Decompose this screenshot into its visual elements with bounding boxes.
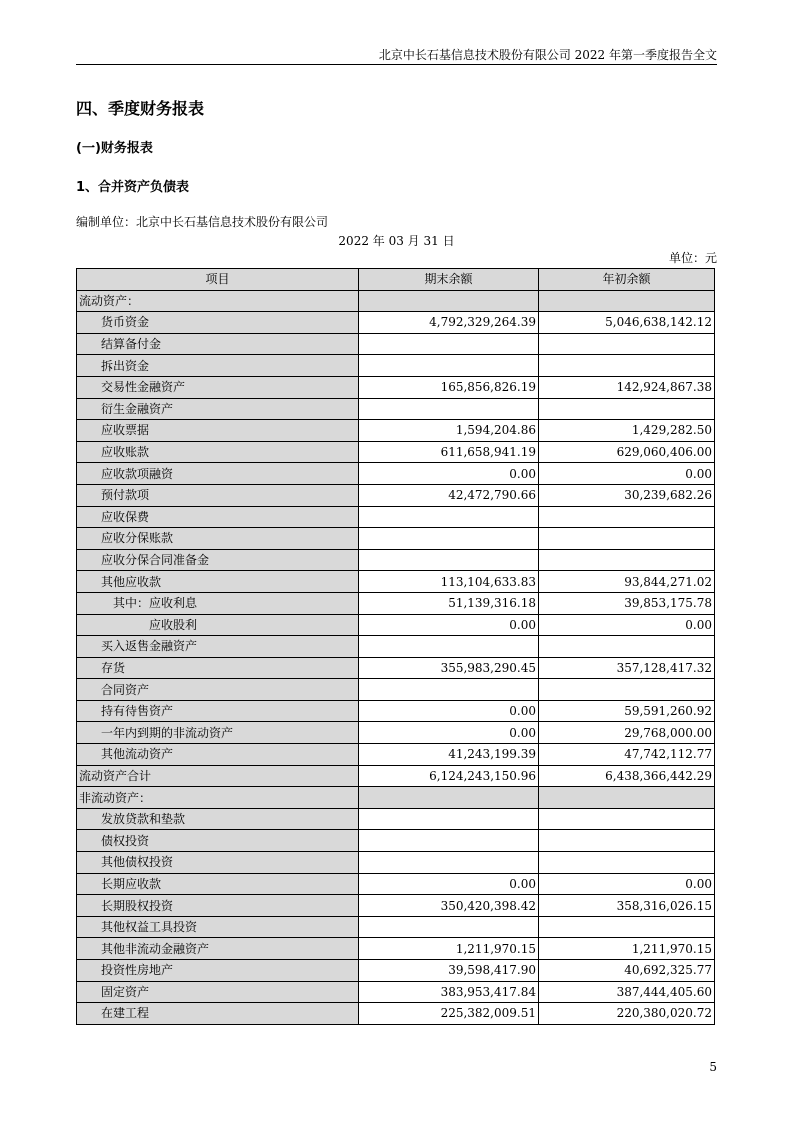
row-item-label: 结算备付金 — [77, 333, 359, 355]
row-item-label: 其他权益工具投资 — [77, 916, 359, 938]
row-item-label: 长期股权投资 — [77, 895, 359, 917]
row-item-label: 应收保费 — [77, 506, 359, 528]
row-item-label: 应收分保账款 — [77, 528, 359, 550]
table-row — [77, 916, 715, 938]
row-begin-balance: 47,742,112.77 — [539, 744, 715, 766]
row-item-label: 应收款项融资 — [77, 463, 359, 485]
row-begin-balance: 0.00 — [539, 463, 715, 485]
row-begin-balance — [539, 528, 715, 550]
row-item-label: 拆出资金 — [77, 355, 359, 377]
row-begin-balance — [539, 398, 715, 420]
table-row — [77, 376, 715, 398]
row-end-balance: 39,598,417.90 — [359, 960, 539, 982]
row-begin-balance — [539, 333, 715, 355]
row-end-balance — [359, 830, 539, 852]
row-begin-balance: 357,128,417.32 — [539, 657, 715, 679]
row-begin-balance: 39,853,175.78 — [539, 592, 715, 614]
row-item-label: 一年内到期的非流动资产 — [77, 722, 359, 744]
balance-sheet-table — [76, 268, 715, 1025]
row-end-balance — [359, 852, 539, 874]
compiler-label: 编制单位：北京中长石基信息技术股份有限公司 — [76, 215, 329, 229]
row-item-label: 债权投资 — [77, 830, 359, 852]
row-end-balance — [359, 333, 539, 355]
row-item-label: 应收账款 — [77, 441, 359, 463]
row-item-label: 流动资产： — [77, 290, 359, 312]
row-begin-balance: 1,429,282.50 — [539, 420, 715, 442]
row-begin-balance — [539, 830, 715, 852]
page-number: 5 — [709, 1060, 717, 1074]
row-begin-balance — [539, 679, 715, 701]
table-header-row — [77, 269, 715, 291]
row-begin-balance: 629,060,406.00 — [539, 441, 715, 463]
row-end-balance — [359, 679, 539, 701]
row-item-label: 衍生金融资产 — [77, 398, 359, 420]
header-title: 北京中长石基信息技术股份有限公司 2022 年第一季度报告全文 — [378, 48, 717, 62]
row-item-label: 投资性房地产 — [77, 960, 359, 982]
row-item-label: 应收票据 — [77, 420, 359, 442]
table-row — [77, 571, 715, 593]
table-row — [77, 722, 715, 744]
table-row — [77, 420, 715, 442]
table-row — [77, 592, 715, 614]
currency-unit: 单位：元 — [668, 251, 717, 265]
row-item-label: 发放贷款和垫款 — [77, 808, 359, 830]
row-begin-balance — [539, 808, 715, 830]
row-begin-balance: 6,438,366,442.29 — [539, 765, 715, 787]
row-end-balance: 41,243,199.39 — [359, 744, 539, 766]
table-row — [77, 787, 715, 809]
subsection-title: 1、合并资产负债表 — [76, 180, 190, 195]
row-begin-balance — [539, 290, 715, 312]
page-header — [76, 46, 717, 65]
row-item-label: 合同资产 — [77, 679, 359, 701]
row-begin-balance: 142,924,867.38 — [539, 376, 715, 398]
row-begin-balance: 358,316,026.15 — [539, 895, 715, 917]
table-row — [77, 873, 715, 895]
table-row — [77, 312, 715, 334]
row-item-label: 其他非流动金融资产 — [77, 938, 359, 960]
section-subtitle: (一)财务报表 — [76, 141, 153, 156]
column-header-begin-balance: 年初余额 — [539, 269, 715, 291]
table-row — [77, 355, 715, 377]
row-end-balance: 350,420,398.42 — [359, 895, 539, 917]
row-end-balance: 355,983,290.45 — [359, 657, 539, 679]
row-begin-balance — [539, 355, 715, 377]
row-end-balance: 42,472,790.66 — [359, 484, 539, 506]
row-end-balance: 0.00 — [359, 722, 539, 744]
row-end-balance: 6,124,243,150.96 — [359, 765, 539, 787]
row-begin-balance: 59,591,260.92 — [539, 700, 715, 722]
report-date: 2022 年 03 月 31 日 — [338, 234, 455, 248]
table-row — [77, 549, 715, 571]
row-item-label: 固定资产 — [77, 981, 359, 1003]
row-begin-balance — [539, 636, 715, 658]
row-end-balance: 165,856,826.19 — [359, 376, 539, 398]
row-end-balance: 113,104,633.83 — [359, 571, 539, 593]
table-row — [77, 333, 715, 355]
table-row — [77, 938, 715, 960]
row-begin-balance — [539, 506, 715, 528]
row-end-balance: 4,792,329,264.39 — [359, 312, 539, 334]
row-item-label: 其他应收款 — [77, 571, 359, 593]
row-end-balance: 0.00 — [359, 614, 539, 636]
table-row — [77, 895, 715, 917]
table-row — [77, 679, 715, 701]
row-item-label: 其他债权投资 — [77, 852, 359, 874]
row-begin-balance: 30,239,682.26 — [539, 484, 715, 506]
row-begin-balance — [539, 852, 715, 874]
row-begin-balance — [539, 787, 715, 809]
row-end-balance: 0.00 — [359, 873, 539, 895]
row-begin-balance: 40,692,325.77 — [539, 960, 715, 982]
row-item-label: 预付款项 — [77, 484, 359, 506]
row-begin-balance — [539, 916, 715, 938]
row-begin-balance: 93,844,271.02 — [539, 571, 715, 593]
row-item-label: 买入返售金融资产 — [77, 636, 359, 658]
row-end-balance — [359, 636, 539, 658]
row-item-label: 应收股利 — [77, 614, 359, 636]
row-end-balance — [359, 528, 539, 550]
row-item-label: 交易性金融资产 — [77, 376, 359, 398]
row-begin-balance: 29,768,000.00 — [539, 722, 715, 744]
row-begin-balance: 0.00 — [539, 614, 715, 636]
row-item-label: 非流动资产： — [77, 787, 359, 809]
row-end-balance — [359, 355, 539, 377]
table-row — [77, 808, 715, 830]
row-item-label: 其他流动资产 — [77, 744, 359, 766]
table-row — [77, 528, 715, 550]
section-title: 四、季度财务报表 — [76, 99, 205, 118]
row-end-balance — [359, 787, 539, 809]
table-row — [77, 830, 715, 852]
row-item-label: 其中：应收利息 — [77, 592, 359, 614]
table-row — [77, 852, 715, 874]
row-item-label: 货币资金 — [77, 312, 359, 334]
row-end-balance: 0.00 — [359, 463, 539, 485]
row-end-balance — [359, 916, 539, 938]
table-row — [77, 700, 715, 722]
row-begin-balance: 0.00 — [539, 873, 715, 895]
table-row — [77, 765, 715, 787]
row-end-balance: 611,658,941.19 — [359, 441, 539, 463]
table-row — [77, 636, 715, 658]
row-end-balance: 225,382,009.51 — [359, 1003, 539, 1025]
table-row — [77, 614, 715, 636]
table-row — [77, 1003, 715, 1025]
row-begin-balance: 387,444,405.60 — [539, 981, 715, 1003]
column-header-item: 项目 — [77, 269, 359, 291]
row-begin-balance: 220,380,020.72 — [539, 1003, 715, 1025]
row-begin-balance — [539, 549, 715, 571]
row-item-label: 长期应收款 — [77, 873, 359, 895]
table-row — [77, 744, 715, 766]
row-item-label: 应收分保合同准备金 — [77, 549, 359, 571]
row-begin-balance: 5,046,638,142.12 — [539, 312, 715, 334]
table-row — [77, 960, 715, 982]
row-end-balance: 383,953,417.84 — [359, 981, 539, 1003]
table-row — [77, 463, 715, 485]
column-header-end-balance: 期末余额 — [359, 269, 539, 291]
row-end-balance: 0.00 — [359, 700, 539, 722]
table-row — [77, 981, 715, 1003]
row-end-balance — [359, 506, 539, 528]
row-end-balance: 51,139,316.18 — [359, 592, 539, 614]
row-end-balance — [359, 549, 539, 571]
table-row — [77, 484, 715, 506]
row-item-label: 持有待售资产 — [77, 700, 359, 722]
row-item-label: 存货 — [77, 657, 359, 679]
row-item-label: 流动资产合计 — [77, 765, 359, 787]
table-row — [77, 290, 715, 312]
row-end-balance: 1,594,204.86 — [359, 420, 539, 442]
row-item-label: 在建工程 — [77, 1003, 359, 1025]
table-row — [77, 506, 715, 528]
row-end-balance — [359, 290, 539, 312]
table-row — [77, 441, 715, 463]
row-end-balance — [359, 808, 539, 830]
row-end-balance: 1,211,970.15 — [359, 938, 539, 960]
row-end-balance — [359, 398, 539, 420]
table-row — [77, 657, 715, 679]
row-begin-balance: 1,211,970.15 — [539, 938, 715, 960]
table-row — [77, 398, 715, 420]
